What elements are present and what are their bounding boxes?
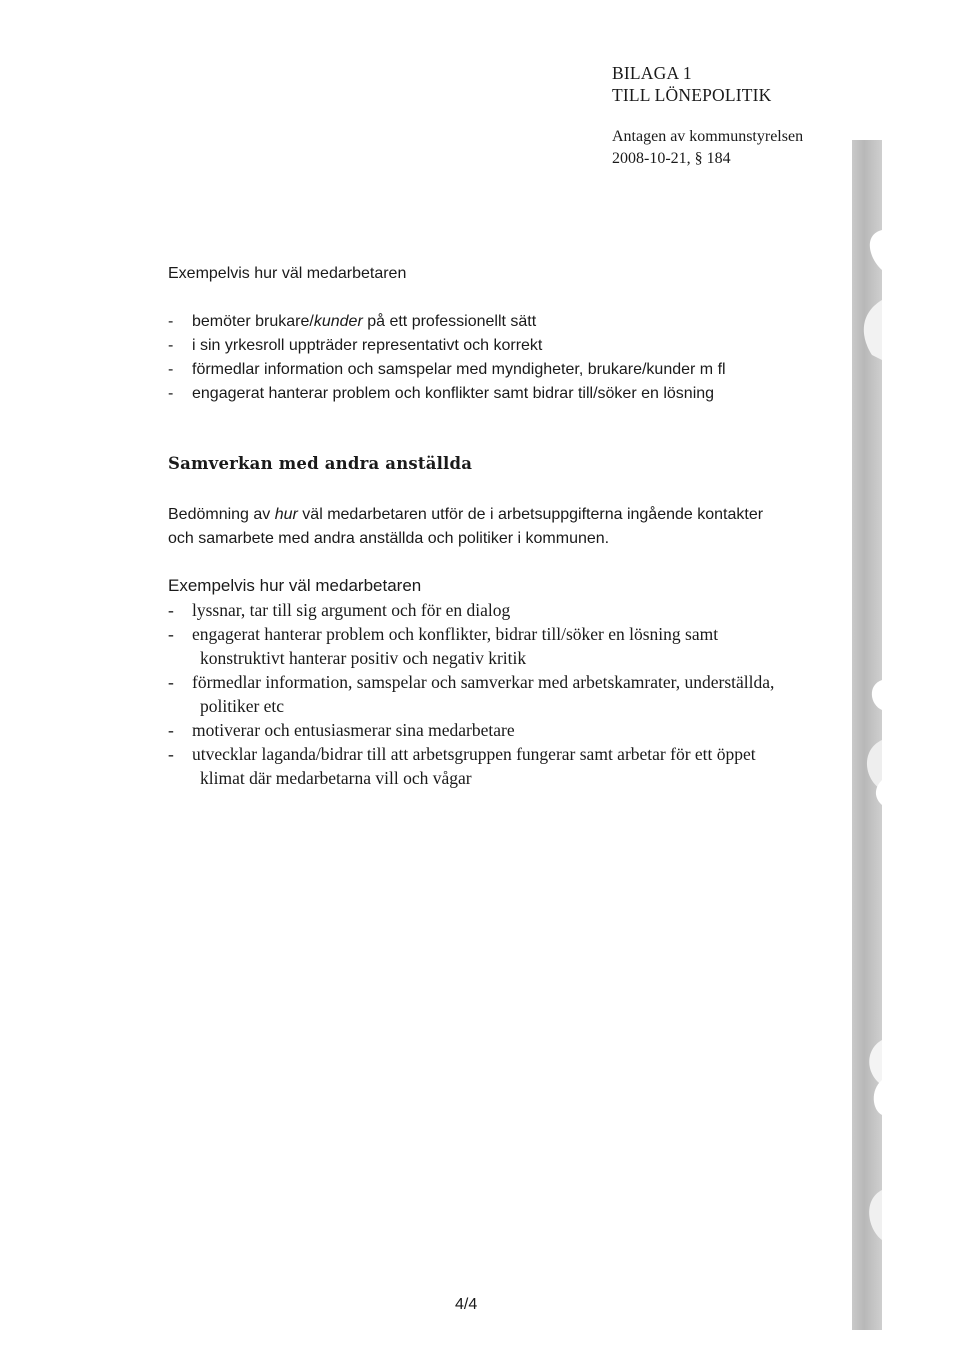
dash-marker: - bbox=[168, 624, 174, 644]
section1-intro: Exempelvis hur väl medarbetaren bbox=[168, 265, 407, 282]
section2-intro: Exempelvis hur väl medarbetaren bbox=[168, 576, 422, 595]
decorative-side-strip bbox=[852, 140, 882, 1330]
dash-marker: - bbox=[168, 744, 174, 764]
dash-marker: - bbox=[168, 313, 174, 330]
desc-text: väl medarbetaren utför de i arbetsuppgifterna ingående kontakter bbox=[297, 506, 764, 523]
list-item bbox=[168, 358, 726, 382]
appendix-title: BILAGA 1 bbox=[612, 63, 692, 83]
desc-text: Bedömning av bbox=[168, 506, 275, 523]
list-item bbox=[168, 718, 774, 742]
section2-list bbox=[168, 598, 774, 790]
strip-pattern-icon bbox=[852, 140, 882, 1330]
section2-description bbox=[168, 503, 763, 551]
page-number: 4/4 bbox=[455, 1296, 478, 1313]
list-item bbox=[168, 334, 726, 358]
section-heading: Samverkan med andra anställda bbox=[168, 454, 473, 473]
dash-marker: - bbox=[168, 385, 174, 402]
adoption-date: 2008-10-21, § 184 bbox=[612, 150, 731, 167]
document-header bbox=[612, 62, 803, 170]
item-text: utvecklar laganda/bidrar till att arbetsgruppen fungerar samt arbetar för ett öppet bbox=[192, 744, 756, 764]
dash-marker: - bbox=[168, 337, 174, 354]
desc-text: och samarbete med andra anställda och politiker i kommunen. bbox=[168, 530, 610, 547]
list-item bbox=[168, 742, 774, 790]
item-text: klimat där medarbetarna vill och vågar bbox=[200, 768, 472, 788]
item-text: förmedlar information, samspelar och samverkar med arbetskamrater, underställda, bbox=[192, 672, 775, 692]
item-text: motiverar och entusiasmerar sina medarbetare bbox=[192, 720, 515, 740]
item-text: i sin yrkesroll uppträder representativt och korrekt bbox=[192, 337, 543, 354]
list-item bbox=[168, 598, 774, 622]
item-text: förmedlar information och samspelar med myndigheter, brukare/kunder m fl bbox=[192, 361, 726, 378]
list-item bbox=[168, 310, 726, 334]
item-text: engagerat hanterar problem och konflikter samt bidrar till/söker en lösning bbox=[192, 385, 715, 402]
section1-list bbox=[168, 310, 726, 406]
desc-emphasis: hur bbox=[274, 506, 298, 523]
item-text: konstruktivt hanterar positiv och negativ kritik bbox=[200, 648, 527, 668]
item-text: engagerat hanterar problem och konflikter, bidrar till/söker en lösning samt bbox=[192, 624, 719, 644]
adoption-text: Antagen av kommunstyrelsen bbox=[612, 128, 804, 145]
dash-marker: - bbox=[168, 600, 174, 620]
item-text: på ett professionellt sätt bbox=[362, 313, 537, 330]
appendix-subtitle: TILL LÖNEPOLITIK bbox=[612, 85, 772, 105]
item-emphasis: kunder bbox=[313, 313, 363, 330]
dash-marker: - bbox=[168, 672, 174, 692]
list-item bbox=[168, 670, 774, 718]
dash-marker: - bbox=[168, 361, 174, 378]
item-text: lyssnar, tar till sig argument och för en dialog bbox=[192, 600, 511, 620]
list-item bbox=[168, 622, 774, 670]
item-text: politiker etc bbox=[200, 696, 285, 716]
list-item bbox=[168, 382, 726, 406]
item-text: bemöter brukare/ bbox=[192, 313, 314, 330]
dash-marker: - bbox=[168, 720, 174, 740]
